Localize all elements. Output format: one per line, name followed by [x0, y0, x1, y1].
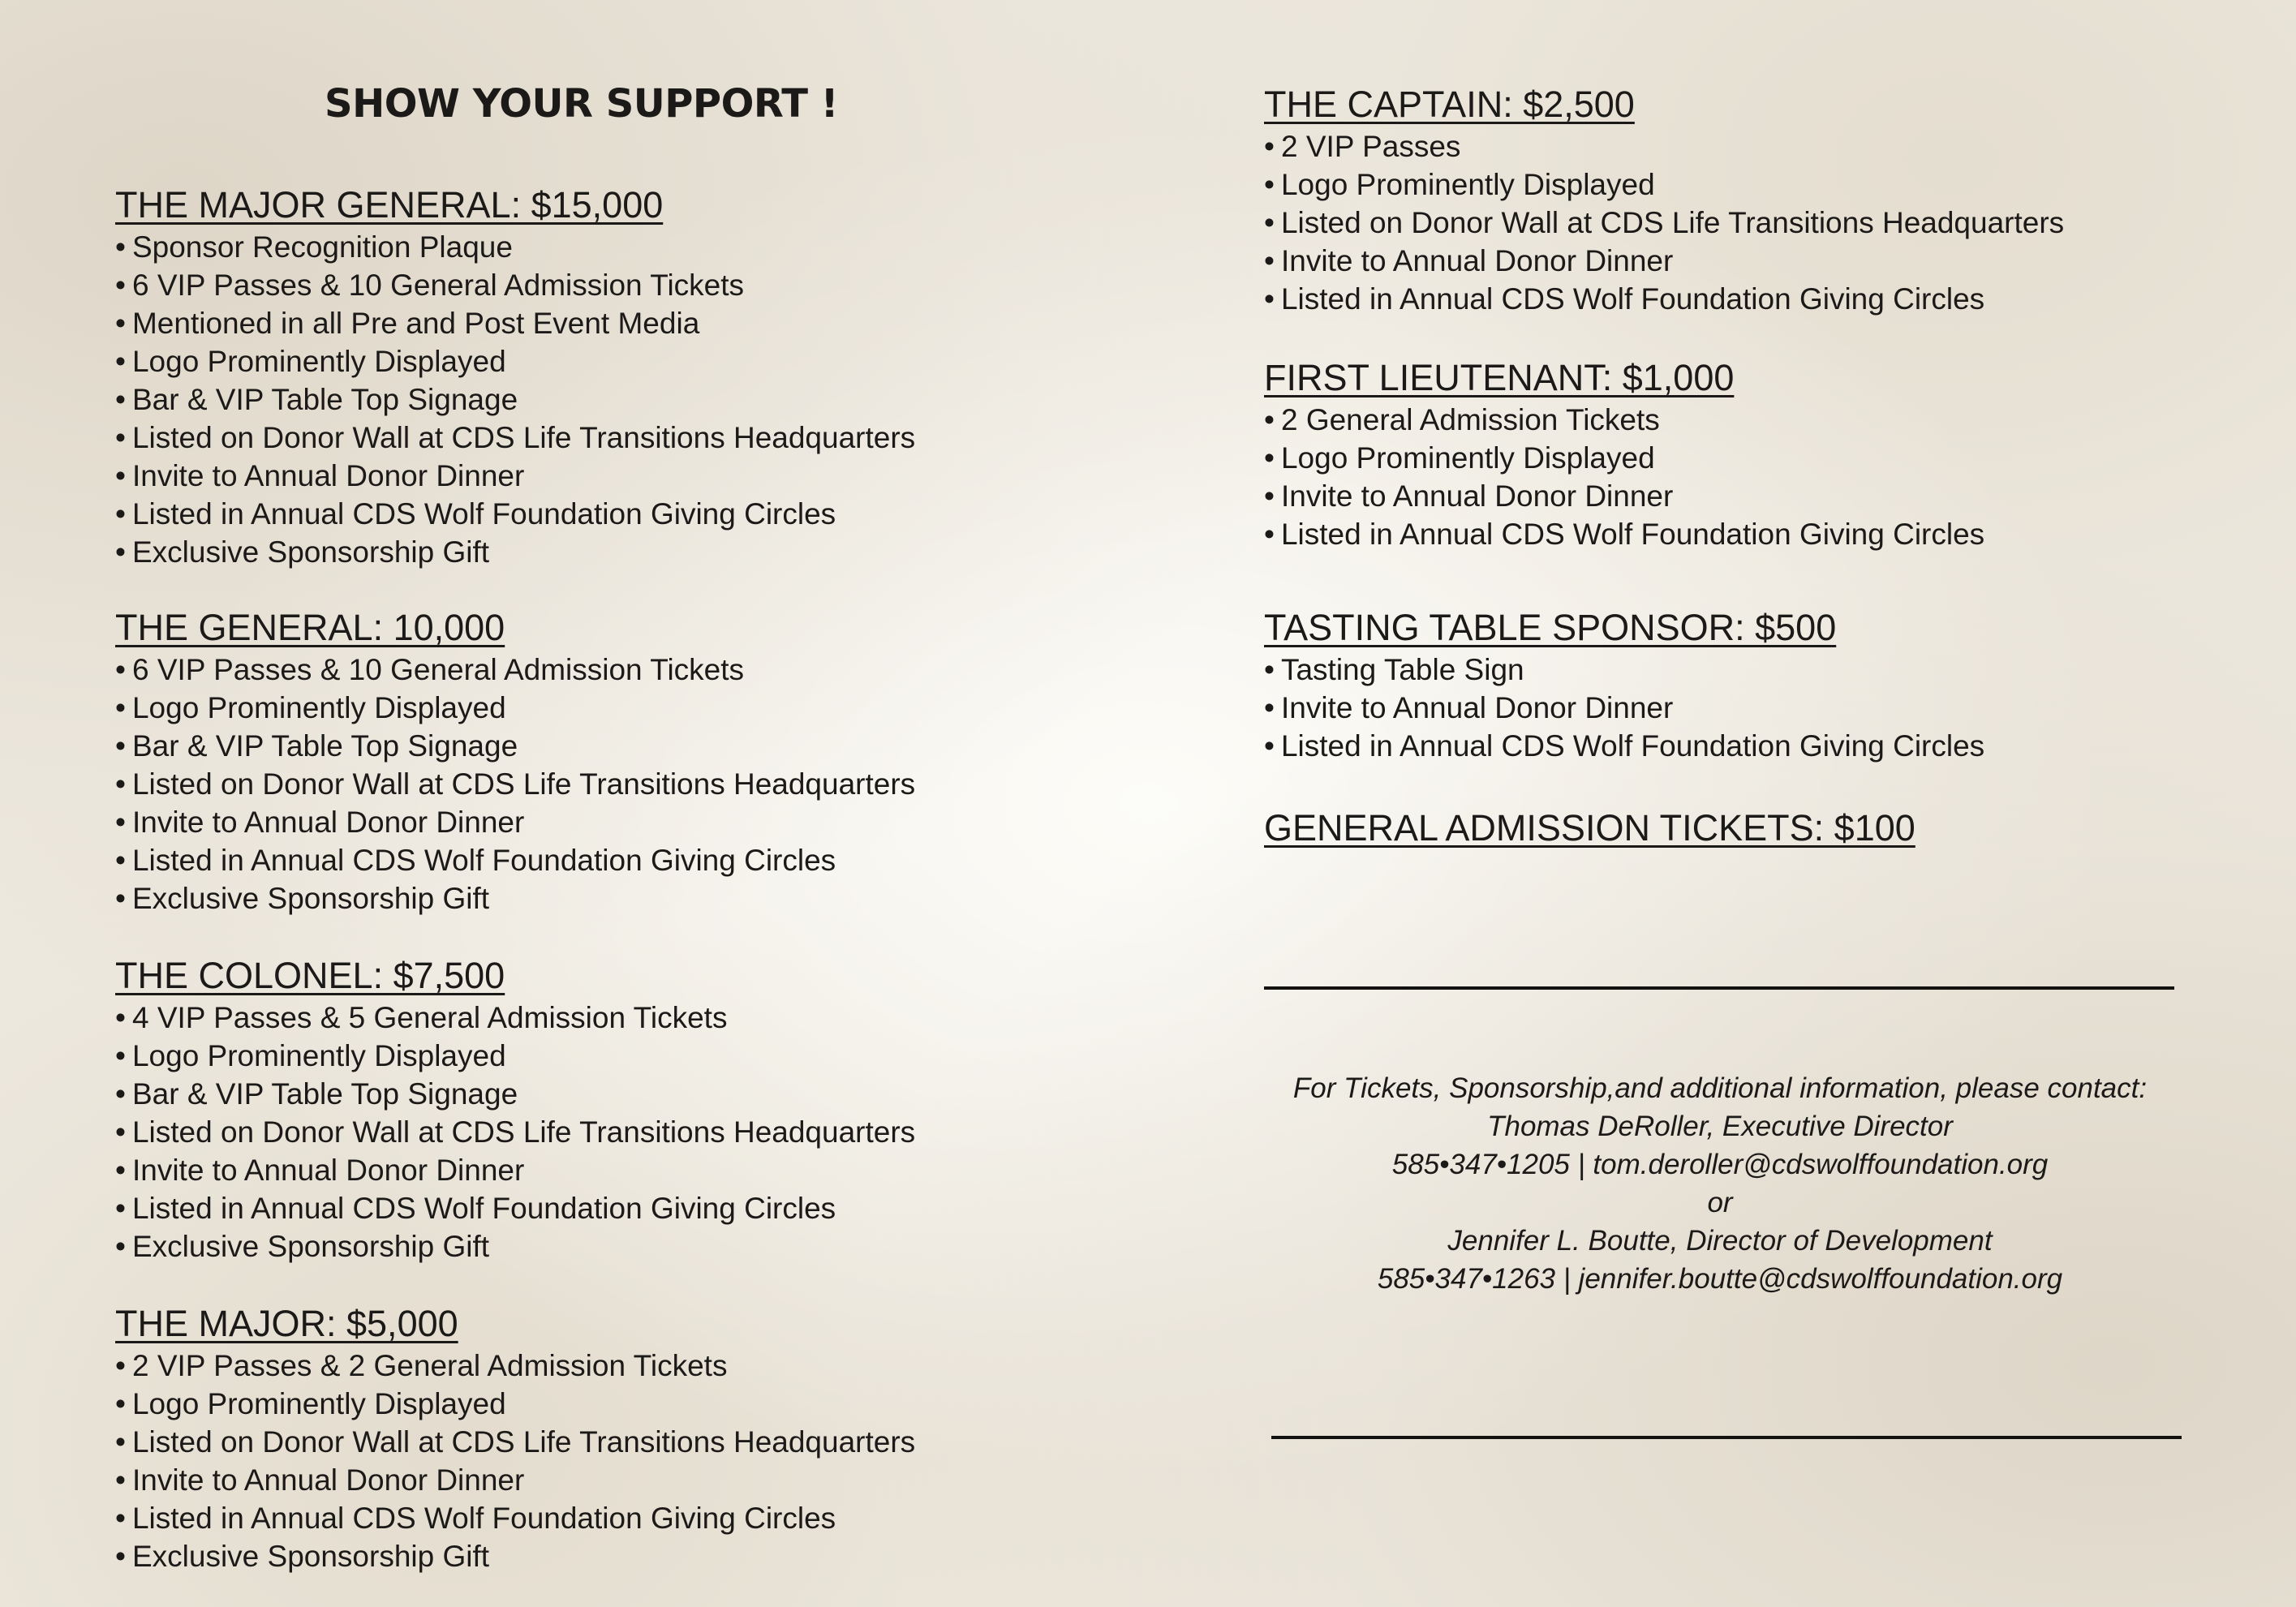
tier-title: TASTING TABLE SPONSOR: $500 — [1264, 607, 1837, 648]
benefit-text: Mentioned in all Pre and Post Event Media — [131, 307, 700, 340]
benefit-text: Listed on Donor Wall at CDS Life Transitions Headquarters — [131, 1425, 916, 1459]
benefit-text: Listed on Donor Wall at CDS Life Transitions Headquarters — [131, 767, 916, 801]
benefit-item — [115, 228, 915, 266]
benefit-item — [1264, 280, 2064, 318]
bullet-icon: • — [115, 1230, 126, 1263]
benefit-item — [115, 1113, 915, 1151]
benefit-item — [115, 689, 915, 727]
bullet-icon: • — [115, 806, 126, 839]
divider-line-bottom — [1271, 1436, 2182, 1439]
benefit-list — [115, 651, 915, 917]
bullet-icon: • — [115, 1425, 126, 1459]
benefit-item — [115, 1423, 915, 1461]
benefit-item — [115, 803, 915, 841]
bullet-icon: • — [115, 844, 126, 877]
benefit-item — [115, 1227, 915, 1265]
benefit-item — [115, 765, 915, 803]
benefit-text: Invite to Annual Donor Dinner — [1280, 479, 1674, 513]
benefit-text: Listed in Annual CDS Wolf Foundation Giving Circles — [1280, 282, 1985, 316]
bullet-icon: • — [115, 535, 126, 569]
benefit-item — [1264, 242, 2064, 280]
contact-person2-name: Jennifer L. Boutte, Director of Development — [1447, 1225, 1993, 1257]
bullet-icon: • — [115, 1463, 126, 1497]
benefit-item — [1264, 165, 2064, 204]
benefit-text: Exclusive Sponsorship Gift — [131, 535, 490, 569]
benefit-item — [115, 841, 915, 879]
contact-person1-name: Thomas DeRoller, Executive Director — [1487, 1111, 1953, 1142]
tier-general-admission — [1264, 806, 1915, 851]
bullet-icon: • — [115, 1540, 126, 1573]
benefit-list — [115, 228, 915, 571]
benefit-text: Logo Prominently Displayed — [1280, 168, 1655, 201]
benefit-text: Exclusive Sponsorship Gift — [131, 1540, 490, 1573]
bullet-icon: • — [115, 421, 126, 454]
benefit-item — [1264, 689, 1984, 727]
benefit-item — [115, 304, 915, 342]
benefit-text: Logo Prominently Displayed — [131, 345, 506, 378]
benefit-text: Listed in Annual CDS Wolf Foundation Giving Circles — [1280, 518, 1985, 551]
benefit-text: Logo Prominently Displayed — [131, 691, 506, 724]
bullet-icon: • — [115, 653, 126, 686]
tier-colonel — [115, 953, 915, 1265]
bullet-icon: • — [1264, 130, 1275, 163]
tier-tasting-table — [1264, 605, 1984, 765]
tier-title: FIRST LIEUTENANT: $1,000 — [1264, 357, 1735, 398]
bullet-icon: • — [115, 1502, 126, 1535]
bullet-icon: • — [115, 1115, 126, 1149]
bullet-icon: • — [1264, 441, 1275, 475]
bullet-icon: • — [115, 882, 126, 915]
bullet-icon: • — [115, 1387, 126, 1420]
benefit-text: 2 General Admission Tickets — [1280, 403, 1660, 436]
bullet-icon: • — [115, 1077, 126, 1111]
contact-person1-phone-email[interactable]: 585•347•1205 | tom.deroller@cdswolffoundation.org — [1391, 1149, 2049, 1180]
benefit-text: Invite to Annual Donor Dinner — [131, 806, 525, 839]
bullet-icon: • — [1264, 403, 1275, 436]
bullet-icon: • — [115, 1349, 126, 1382]
bullet-icon: • — [1264, 653, 1275, 686]
bullet-icon: • — [115, 497, 126, 531]
tier-general — [115, 605, 915, 917]
benefit-item — [1264, 439, 1984, 477]
tier-title: THE COLONEL: $7,500 — [115, 955, 505, 996]
benefit-item — [1264, 651, 1984, 689]
benefit-item — [115, 533, 915, 571]
benefit-text: Invite to Annual Donor Dinner — [131, 1463, 525, 1497]
bullet-icon: • — [115, 459, 126, 492]
benefit-list — [1264, 401, 1984, 553]
tier-title: THE GENERAL: 10,000 — [115, 607, 505, 648]
benefit-item — [115, 457, 915, 495]
bullet-icon: • — [115, 767, 126, 801]
benefit-text: Listed in Annual CDS Wolf Foundation Giving Circles — [131, 497, 836, 531]
tier-major-general — [115, 183, 915, 571]
benefit-item — [115, 1385, 915, 1423]
bullet-icon: • — [115, 1192, 126, 1225]
benefit-text: Invite to Annual Donor Dinner — [1280, 244, 1674, 277]
benefit-item — [115, 380, 915, 419]
benefit-item — [1264, 477, 1984, 515]
benefit-text: 2 VIP Passes — [1280, 130, 1461, 163]
bullet-icon: • — [1264, 479, 1275, 513]
benefit-text: Exclusive Sponsorship Gift — [131, 1230, 490, 1263]
tier-title: THE MAJOR: $5,000 — [115, 1303, 458, 1344]
bullet-icon: • — [1264, 691, 1275, 724]
benefit-item — [1264, 127, 2064, 165]
benefit-text: Listed in Annual CDS Wolf Foundation Giving Circles — [1280, 729, 1985, 763]
bullet-icon: • — [1264, 729, 1275, 763]
benefit-text: Listed on Donor Wall at CDS Life Transitions Headquarters — [131, 421, 916, 454]
benefit-text: Logo Prominently Displayed — [131, 1039, 506, 1072]
benefit-item — [115, 342, 915, 380]
benefit-text: Bar & VIP Table Top Signage — [131, 729, 518, 763]
benefit-text: Listed in Annual CDS Wolf Foundation Giving Circles — [131, 1192, 836, 1225]
benefit-list — [115, 1347, 915, 1575]
benefit-text: Exclusive Sponsorship Gift — [131, 882, 490, 915]
benefit-item — [115, 999, 915, 1037]
benefit-item — [115, 1347, 915, 1385]
benefit-item — [115, 495, 915, 533]
benefit-text: Listed on Donor Wall at CDS Life Transitions Headquarters — [1280, 206, 2065, 239]
bullet-icon: • — [115, 269, 126, 302]
benefit-text: Invite to Annual Donor Dinner — [131, 1154, 525, 1187]
bullet-icon: • — [1264, 518, 1275, 551]
bullet-icon: • — [1264, 282, 1275, 316]
benefit-item — [1264, 515, 1984, 553]
benefit-list — [1264, 127, 2064, 318]
benefit-item — [115, 419, 915, 457]
benefit-item — [115, 879, 915, 917]
benefit-text: Tasting Table Sign — [1280, 653, 1524, 686]
bullet-icon: • — [1264, 244, 1275, 277]
benefit-item — [115, 1189, 915, 1227]
bullet-icon: • — [1264, 168, 1275, 201]
benefit-item — [115, 1075, 915, 1113]
contact-separator: or — [1707, 1187, 1733, 1218]
benefit-text: Bar & VIP Table Top Signage — [131, 383, 518, 416]
benefit-text: Listed on Donor Wall at CDS Life Transitions Headquarters — [131, 1115, 916, 1149]
benefit-text: 4 VIP Passes & 5 General Admission Tickets — [131, 1001, 728, 1034]
bullet-icon: • — [115, 230, 126, 264]
divider-line-top — [1264, 986, 2174, 990]
bullet-icon: • — [115, 1039, 126, 1072]
benefit-text: Sponsor Recognition Plaque — [131, 230, 513, 264]
benefit-text: Bar & VIP Table Top Signage — [131, 1077, 518, 1111]
benefit-item — [115, 651, 915, 689]
tier-first-lieutenant — [1264, 355, 1984, 553]
contact-block — [1266, 1069, 2174, 1298]
benefit-item — [115, 1151, 915, 1189]
benefit-text: Listed in Annual CDS Wolf Foundation Giving Circles — [131, 1502, 836, 1535]
benefit-item — [115, 266, 915, 304]
benefit-list — [115, 999, 915, 1265]
benefit-text: Invite to Annual Donor Dinner — [131, 459, 525, 492]
benefit-item — [115, 727, 915, 765]
benefit-item — [115, 1037, 915, 1075]
page-title: SHOW YOUR SUPPORT ! — [325, 81, 839, 127]
contact-person2-phone-email[interactable]: 585•347•1263 | jennifer.boutte@cdswolffoundation.org — [1377, 1263, 2063, 1295]
benefit-item — [115, 1461, 915, 1499]
bullet-icon: • — [115, 383, 126, 416]
benefit-item — [1264, 204, 2064, 242]
benefit-text: Listed in Annual CDS Wolf Foundation Giving Circles — [131, 844, 836, 877]
tier-major — [115, 1301, 915, 1575]
tier-captain — [1264, 82, 2064, 318]
benefit-text: Logo Prominently Displayed — [131, 1387, 506, 1420]
benefit-item — [1264, 727, 1984, 765]
bullet-icon: • — [115, 345, 126, 378]
benefit-item — [115, 1537, 915, 1575]
bullet-icon: • — [1264, 206, 1275, 239]
benefit-text: 6 VIP Passes & 10 General Admission Tickets — [131, 653, 745, 686]
tier-title: THE MAJOR GENERAL: $15,000 — [115, 184, 664, 226]
contact-intro: For Tickets, Sponsorship,and additional information, please contact: — [1292, 1072, 2148, 1104]
bullet-icon: • — [115, 1001, 126, 1034]
benefit-text: 2 VIP Passes & 2 General Admission Tickets — [131, 1349, 728, 1382]
benefit-item — [115, 1499, 915, 1537]
bullet-icon: • — [115, 691, 126, 724]
benefit-text: Invite to Annual Donor Dinner — [1280, 691, 1674, 724]
tier-title: GENERAL ADMISSION TICKETS: $100 — [1264, 807, 1915, 849]
benefit-text: Logo Prominently Displayed — [1280, 441, 1655, 475]
benefit-item — [1264, 401, 1984, 439]
bullet-icon: • — [115, 729, 126, 763]
bullet-icon: • — [115, 1154, 126, 1187]
tier-title: THE CAPTAIN: $2,500 — [1264, 84, 1635, 125]
benefit-text: 6 VIP Passes & 10 General Admission Tickets — [131, 269, 745, 302]
benefit-list — [1264, 651, 1984, 765]
bullet-icon: • — [115, 307, 126, 340]
